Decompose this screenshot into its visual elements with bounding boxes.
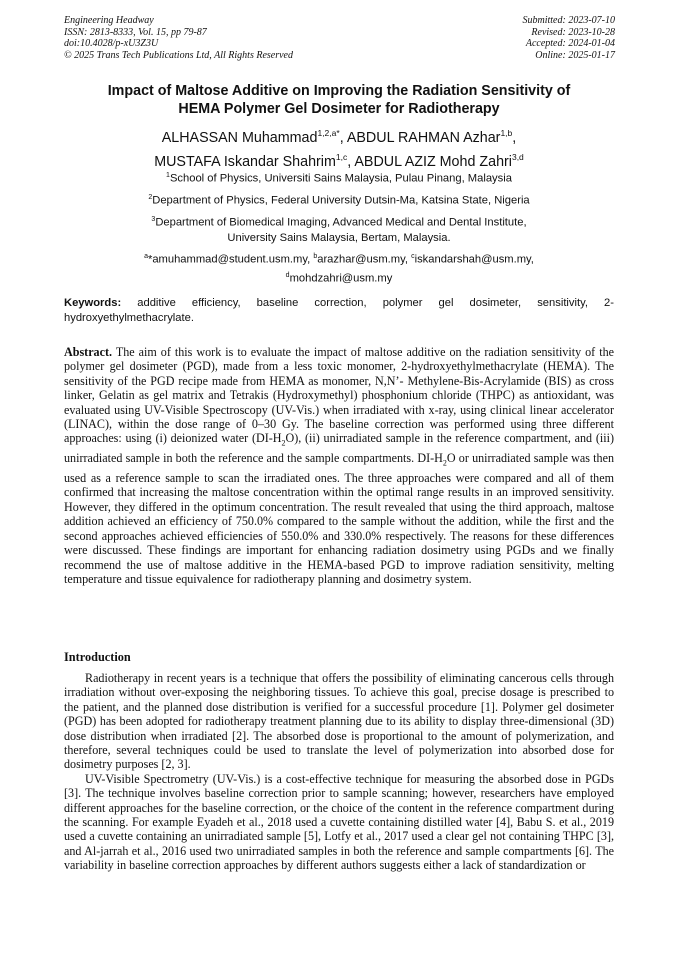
paper-title [40, 82, 638, 118]
emails-line-2 [40, 268, 638, 287]
affiliation-2-text: Department of Physics, Federal University Dutsin-Ma, Katsina State, Nigeria [152, 194, 530, 207]
revised-date: Revised: 2023-10-28 [531, 26, 615, 38]
author-emails [40, 249, 638, 286]
author-list [40, 124, 638, 172]
copyright: © 2025 Trans Tech Publications Ltd, All Rights Reserved [64, 49, 293, 61]
affiliation-2-marker: 2 [148, 194, 153, 201]
affiliation-3-line-1 [40, 212, 638, 231]
introduction-body [64, 671, 614, 873]
affiliation-1 [40, 168, 638, 187]
authors-line-1 [40, 124, 638, 148]
author-separator: , [512, 129, 517, 146]
intro-paragraph-1: Radiotherapy in recent years is a technique that offers the possibility of eliminating cancerous cells through irradiation without over-exposing the neighboring tissues. To achieve this goal, precise dosage is prescribed to the patient, and the planned dose distribution is verified for a successful procedure [1]. Polymer gel dosimeter (PGD) has been adopted for radiotherapy treatment planning due to its ability to display three-dimensional (3D) dose distribution when irradiated [2]. The absorbed dose is proportional to the amount of polymerization, and therefore, several techniques could be used to translate the level of polymerization into absorbed dose for dosimetry purposes [2, 3]. [64, 671, 614, 772]
subscript: 2 [281, 438, 286, 448]
author-4-affil: 3,d [511, 151, 524, 162]
keywords-label: Keywords: [64, 297, 122, 309]
affiliation-3-line-2: University Sains Malaysia, Bertam, Malaysia. [227, 231, 451, 244]
affiliation-3 [40, 212, 638, 246]
abstract [64, 345, 614, 586]
author-4: ABDUL AZIZ Mohd Zahri [354, 153, 512, 170]
section-heading-introduction: Introduction [64, 650, 131, 664]
submitted-date: Submitted: 2023-07-10 [522, 15, 615, 26]
doi[interactable]: doi:10.4028/p-xU3Z3U [64, 38, 159, 49]
email-d-marker: d [285, 271, 290, 279]
journal-name: Engineering Headway [64, 15, 154, 26]
author-2-affil: 1,b [500, 128, 513, 138]
email-b-marker: b [313, 253, 318, 260]
author-separator: , [347, 153, 355, 170]
affiliation-3-text: Department of Biomedical Imaging, Advanced Medical and Dental Institute, [155, 216, 527, 229]
author-1: ALHASSAN Muhammad [161, 129, 318, 146]
author-2: ABDUL RAHMAN Azhar [346, 129, 501, 146]
abstract-text-2: O), (ii) unirradiated sample in the reference compartment, and (iii) unirradiated sample in both the reference and the sample compartments. DI-H [64, 431, 614, 466]
emails-line-1 [40, 249, 638, 268]
accepted-date: Accepted: 2024-01-04 [525, 38, 615, 49]
email-a[interactable]: *amuhammad@student.usm.my, [147, 253, 314, 266]
abstract-label: Abstract. [64, 345, 113, 359]
abstract-text-3: O or unirradiated sample was then used as a reference sample to scan the irradiated ones. The three approaches were compared and all of them confirmed that increasing the maltose concentration within the optimal range results in an improved sensitivity. However, they differed in the optimum concentration. The result revealed that using the third approach, maltose addition achieved an efficiency of 750.0% compared to the sample without the addition, while the first and the second approaches achieved efficiencies of 550.0% and 330.0% respectively. The reasons for these differences were discussed. These findings are important for enhancing radiation dosimetry using PGDs and we finally recommend the use of maltose additive in the HEMA-based PGD to improve radiation sensitivity, melting temperature and tissue equivalence for radiotherapy planning and dosimetry system. [64, 451, 614, 586]
author-1-affil: 1,2,a* [317, 128, 340, 138]
email-b[interactable]: arazhar@usm.my, [317, 253, 412, 266]
affiliation-1-text: School of Physics, Universiti Sains Malaysia, Pulau Pinang, Malaysia [169, 172, 512, 185]
intro-paragraph-2: UV-Visible Spectrometry (UV-Vis.) is a cost-effective technique for measuring the absorbed dose in PGDs [3]. The technique involves baseline correction prior to sample scanning; however, researchers have employed different approaches for the baseline correction, or the choice of the content in the reference compartment during the scanning. For example Eyadeh et al., 2018 used a cuvette containing distilled water [4], Babu S. et al., 2019 used a cuvette containing an unirradiated sample [5], Lotfy et al., 2017 used a clear gel not containing THPC [3], and Al-jarrah et al., 2016 used two unirradiated samples in both the reference and sample compartments [6]. The variability in baseline correction approaches by different authors suggests either a lack of standardization or [64, 771, 614, 873]
issn-volume: ISSN: 2813-8333, Vol. 15, pp 79-87 [64, 26, 207, 38]
author-3: MUSTAFA Iskandar Shahrim [154, 153, 336, 170]
email-c[interactable]: iskandarshah@usm.my, [414, 253, 534, 266]
title-line-2: HEMA Polymer Gel Dosimeter for Radiotherapy [178, 101, 500, 117]
dates-info [523, 15, 616, 61]
affiliation-1-marker: 1 [166, 172, 170, 179]
affiliation-2 [40, 190, 638, 209]
subscript: 2 [442, 458, 447, 468]
journal-info [64, 15, 293, 61]
abstract-text-1: The aim of this work is to evaluate the impact of maltose additive on the radiation sensitivity of the polymer gel dosimeter (PGD), made from a less toxic monomer, 2-hydroxyethylmethacrylate (HEMA). The sensitivity of the PGD recipe made from HEMA as monomer, N,N’- Methylene-Bis-Acrylamide (BIS) as cross linker, Gelatin as gel matrix and Tetrakis (Hydroxymethyl) phosphonium chloride (THPC) as antioxidant, was evaluated using UV-Visible Spectroscopy (UV-Vis.) when irradiated with x-ray, using clinical linear accelerator (LINAC), within the dose range of 0–30 Gy. The baseline correction was performed using three different approaches: using (i) deionized water (DI-H [64, 345, 614, 446]
title-line-1: Impact of Maltose Additive on Improving the Radiation Sensitivity of [107, 83, 571, 99]
keywords [64, 296, 614, 326]
author-3-affil: 1,c [335, 151, 348, 162]
email-d[interactable]: mohdzahri@usm.my [289, 272, 393, 285]
email-c-marker: c [411, 253, 415, 260]
keywords-text: additive efficiency, baseline correction, polymer gel dosimeter, sensitivity, 2-hydroxyethylmethacrylate. [64, 297, 614, 324]
author-separator: , [339, 129, 347, 146]
online-date: Online: 2025-01-17 [535, 49, 615, 61]
affiliation-3-marker: 3 [151, 216, 156, 223]
email-a-marker: a [144, 253, 148, 260]
